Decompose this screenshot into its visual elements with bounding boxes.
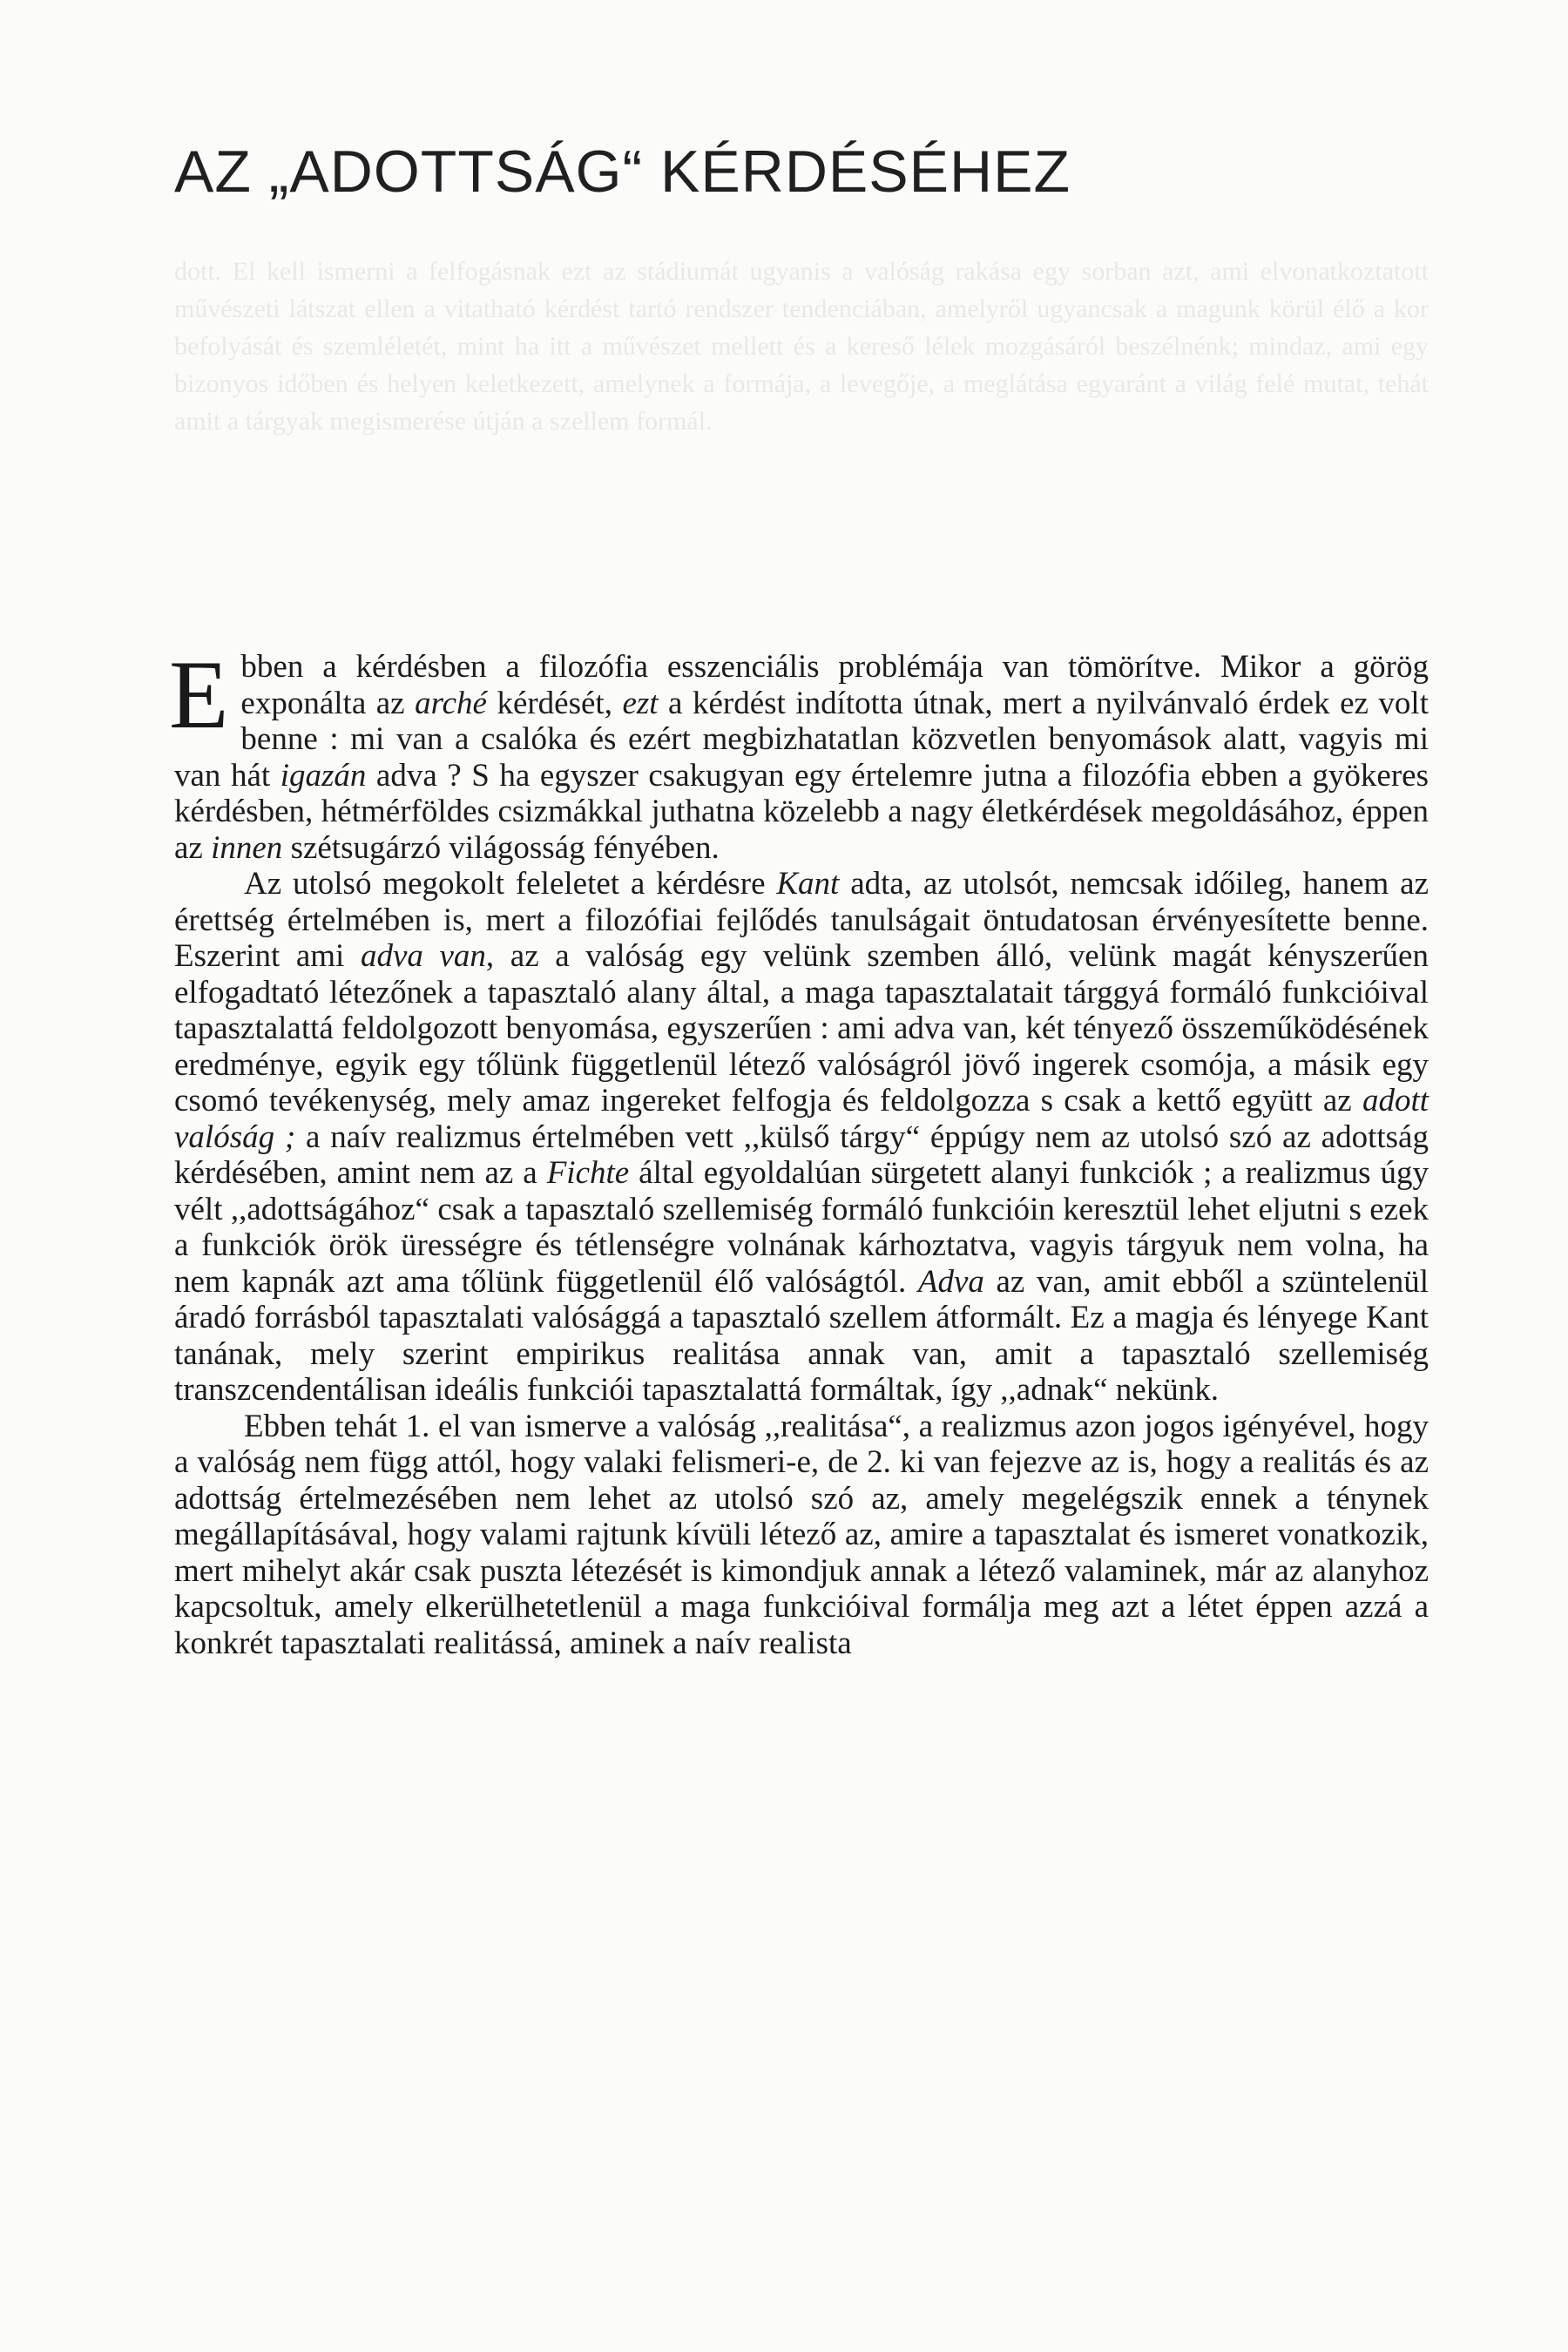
italic-run: adott valóság ; (174, 1083, 1429, 1155)
paragraph-3 (174, 1409, 1429, 1662)
text-run: Az utolsó megokolt feleletet a kérdésre (244, 866, 777, 902)
italic-run: Adva (917, 1263, 984, 1300)
italic-run: igazán (280, 757, 367, 794)
italic-run: Kant (776, 866, 840, 902)
italic-run: adva van (360, 938, 486, 974)
text-run: , az a valóság egy velünk szemben álló, velünk magát kényszerűen elfogadtató létezőnek a tapasztaló alany által, a maga tapasztalatait tárggyá formáló funkcióival tapasztalattá feldolgozott benyomása, egyszerűen : ami adva van, két tényező összeműködésének eredménye, egyik egy tőlünk függetlenül létező valóságról jövő ingerek csomója, a másik egy csomó tevékenység, mely amaz ingereket felfogja és feldolgozza s csak a kettő együtt az (174, 938, 1429, 1119)
text-run: kérdését, (486, 685, 623, 721)
text-run: adta, az utolsót, nemcsak időileg, hanem az érettség értelmében is, mert a filozófiai fejlődés tanulságait öntudatosan érvényesítette benne. Eszerint ami (174, 866, 1429, 974)
text-run: Ebben tehát 1. el van ismerve a valóság ,,realitása“, a realizmus azon jogos igényével, hogy a valóság nem függ attól, hogy valaki felismeri-e, de 2. ki van fejezve az is, hogy a realitás és az adottság értelmezésében nem lehet az utolsó szó az, amely megelégszik ennek a ténynek megállapításával, hogy valami rajtunk kívüli létező az, amire a tapasztalat és ismeret vonatkozik, mert mihelyt akár csak puszta létezését is kimondjuk annak a létező valaminek, már az alanyhoz kapcsoltuk, amely elkerülhetetlenül a maga funkcióival formálja meg azt a létet éppen azzá a konkrét tapasztalati realitássá, aminek a naív realista (174, 1408, 1429, 1661)
text-run: az van, amit ebből a szüntelenül áradó forrásból tapasztalati valósággá a tapasztaló szellem átformált. Ez a magja és lényege Kant tanának, mely szerint empirikus realitása annak van, amit a tapasztaló szellemiség transzcendentálisan ideális funkciói tapasztalattá formáltak, így ,,adnak“ nekünk. (174, 1263, 1429, 1408)
text-run: bben a kérdésben a filozófia esszenciális problémája van tömörítve. Mikor a görög exponálta az (240, 649, 1429, 721)
paragraph-1 (169, 641, 1429, 866)
bleed-through-text: dott. El kell ismerni a felfogásnak ezt az stádiumát ugyanis a valóság rakása egy sorban azt, ami elvonatkoztatott művészeti látszat ellen a vitatható kérdést tartó rendszer tendenciában, amelyről ugyancsak a magunk körül élő a kor befolyását és szemléletét, mint ha itt a művészet mellett és a kereső lélek mozgásáról beszélnénk; mindaz, ami egy bizonyos időben és helyen keletkezett, amelynek a formája, a levegője, a meglátása egyaránt a világ felé mutat, tehát amit a tárgyak megismerése útján a szellem formál. (174, 257, 1429, 436)
italic-run: ezt (622, 685, 659, 721)
italic-run: innen (211, 829, 283, 866)
italic-run: arché (415, 685, 487, 721)
text-run: adva ? S ha egyszer csakugyan egy értelemre jutna a filozófia ebben a gyökeres kérdésben, hétmérföldes csizmákkal juthatna közelebb a nagy életkérdések megoldásához, éppen az (174, 757, 1429, 866)
text-run: a naív realizmus értelmében vett ,,külső tárgy“ éppúgy nem az utolsó szó az adottság kérdésében, amint nem az a (174, 1119, 1429, 1191)
text-run: szétsugárzó világosság fényében. (282, 829, 720, 866)
body-text (169, 641, 1429, 1661)
drop-cap: E (169, 641, 229, 749)
text-run: a kérdést indította útnak, mert a nyilvánvaló érdek ez volt benne : mi van a csalóka és ezért megbizhatatlan közvetlen benyomások alatt, vagyis mi van hát (174, 685, 1429, 794)
page-title: AZ „ADOTTSÁG“ KÉRDÉSÉHEZ (174, 139, 1071, 205)
italic-run: Fichte (546, 1155, 630, 1191)
text-run: által egyoldalúan sürgetett alanyi funkciók ; a realizmus úgy vélt ,,adottságához“ csak a tapasztaló szellemiség formáló funkcióin keresztül lehet eljutni s ezek a funkciók örök ürességre és tétlenségre volnának kárhoztatva, vagyis tárgyuk nem volna, ha nem kapnák azt ama tőlünk függetlenül élő valóságtól. (174, 1155, 1429, 1300)
paragraph-2 (174, 866, 1429, 1409)
